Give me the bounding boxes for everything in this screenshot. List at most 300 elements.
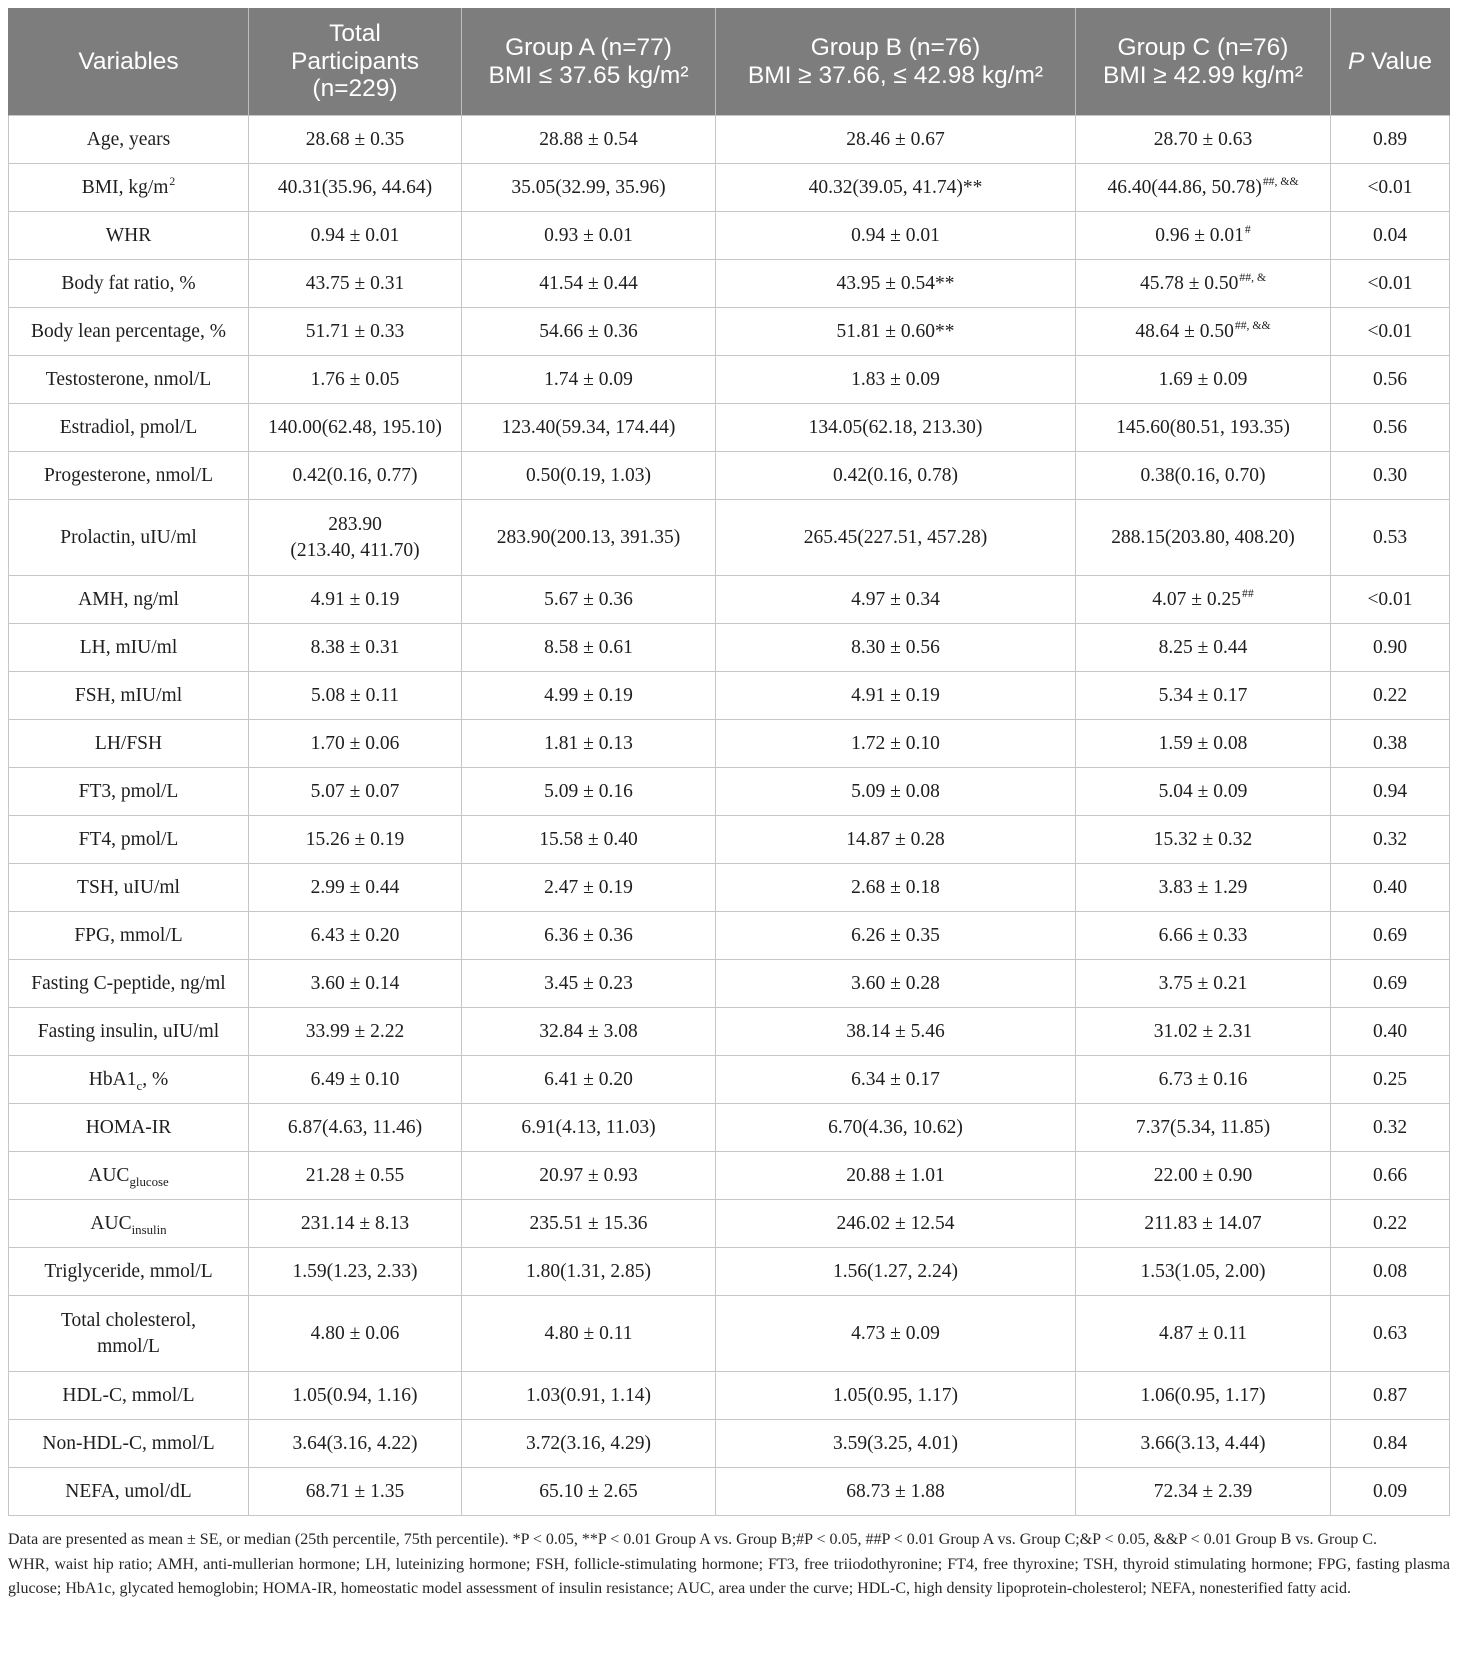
cell-variable bbox=[8, 212, 249, 260]
cell-text bbox=[255, 512, 455, 564]
cell-text bbox=[255, 367, 455, 393]
cell-variable bbox=[8, 1104, 249, 1152]
cell-value: 7.37(5.34, 11.85) bbox=[1135, 1116, 1271, 1138]
cell-total bbox=[249, 356, 462, 404]
cell-total bbox=[249, 1468, 462, 1516]
cell-value: 6.87(4.63, 11.46) bbox=[287, 1116, 423, 1138]
cell-value: 15.26 ± 0.19 bbox=[305, 828, 405, 850]
cell-group-b bbox=[716, 1008, 1076, 1056]
cell-value: 0.09 bbox=[1372, 1480, 1408, 1502]
header-label: Total Participants (n=229) bbox=[290, 20, 419, 103]
header-total-participants bbox=[249, 8, 462, 116]
cell-value: AUC bbox=[88, 1164, 130, 1186]
cell-p-value bbox=[1331, 624, 1450, 672]
cell-group-c bbox=[1076, 404, 1331, 452]
cell-value: 3.66(3.13, 4.44) bbox=[1140, 1432, 1266, 1454]
cell-value: 1.83 ± 0.09 bbox=[851, 368, 940, 390]
cell-variable bbox=[8, 260, 249, 308]
cell-value: 0.63 bbox=[1372, 1322, 1408, 1344]
cell-value: 68.73 ± 1.88 bbox=[846, 1480, 945, 1502]
table-row bbox=[8, 768, 1450, 816]
cell-text bbox=[468, 1383, 709, 1409]
cell-value: 43.75 ± 0.31 bbox=[305, 272, 405, 294]
cell-value: Total cholesterol, mmol/L bbox=[60, 1309, 197, 1357]
cell-value: 6.91(4.13, 11.03) bbox=[521, 1116, 656, 1138]
cell-value: 4.91 ± 0.19 bbox=[851, 684, 940, 706]
table-row bbox=[8, 1056, 1450, 1104]
cell-text bbox=[15, 971, 242, 997]
header-p-value bbox=[1331, 8, 1450, 116]
cell-value: 0.93 ± 0.01 bbox=[544, 224, 633, 246]
cell-value: 5.07 ± 0.07 bbox=[310, 780, 400, 802]
cell-group-a bbox=[462, 1468, 716, 1516]
cell-value: 0.30 bbox=[1372, 464, 1408, 486]
cell-value: 1.56(1.27, 2.24) bbox=[832, 1260, 959, 1282]
cell-group-b bbox=[716, 1420, 1076, 1468]
cell-text bbox=[15, 1308, 242, 1360]
cell-value: 235.51 ± 15.36 bbox=[529, 1212, 648, 1234]
cell-text bbox=[722, 1383, 1069, 1409]
cell-text bbox=[468, 731, 709, 757]
cell-value: 3.59(3.25, 4.01) bbox=[832, 1432, 959, 1454]
cell-group-a bbox=[462, 1104, 716, 1152]
cell-value: TSH, uIU/ml bbox=[77, 876, 180, 898]
cell-group-c bbox=[1076, 1056, 1331, 1104]
cell-text bbox=[722, 367, 1069, 393]
cell-variable bbox=[8, 912, 249, 960]
cell-group-b bbox=[716, 1056, 1076, 1104]
cell-text bbox=[468, 1321, 709, 1347]
cell-value: 5.08 ± 0.11 bbox=[311, 684, 399, 706]
cell-text bbox=[1082, 1211, 1324, 1237]
cell-value: 8.58 ± 0.61 bbox=[544, 636, 633, 658]
cell-text bbox=[15, 731, 242, 757]
cell-text bbox=[255, 731, 455, 757]
cell-group-c bbox=[1076, 1008, 1331, 1056]
cell-text bbox=[1082, 319, 1324, 345]
cell-text bbox=[722, 971, 1069, 997]
cell-group-b bbox=[716, 260, 1076, 308]
cell-value: 0.04 bbox=[1372, 224, 1408, 246]
cell-group-c bbox=[1076, 500, 1331, 576]
table-row bbox=[8, 1200, 1450, 1248]
cell-text bbox=[468, 923, 709, 949]
cell-value: 0.38(0.16, 0.70) bbox=[1140, 464, 1266, 486]
cell-text bbox=[1337, 1067, 1443, 1093]
cell-value: 33.99 ± 2.22 bbox=[305, 1020, 405, 1042]
cell-value: FT4, pmol/L bbox=[78, 828, 179, 850]
table-row bbox=[8, 308, 1450, 356]
cell-text bbox=[722, 1115, 1069, 1141]
cell-text bbox=[1337, 827, 1443, 853]
cell-text bbox=[722, 779, 1069, 805]
cell-value: HbA1 bbox=[88, 1068, 137, 1090]
cell-value: HDL-C, mmol/L bbox=[62, 1384, 195, 1406]
cell-value: 72.34 ± 2.39 bbox=[1153, 1480, 1253, 1502]
cell-total bbox=[249, 672, 462, 720]
cell-text bbox=[468, 319, 709, 345]
header-group-a bbox=[462, 8, 716, 116]
cell-variable bbox=[8, 164, 249, 212]
table-row bbox=[8, 1008, 1450, 1056]
cell-value: 43.95 ± 0.54** bbox=[836, 272, 955, 294]
header-label: Group B (n=76) BMI ≥ 37.66, ≤ 42.98 kg/m² bbox=[747, 34, 1044, 89]
cell-text bbox=[1082, 463, 1324, 489]
cell-value: 231.14 ± 8.13 bbox=[300, 1212, 410, 1234]
significance-marker: ##, && bbox=[1262, 175, 1299, 188]
cell-value: 3.64(3.16, 4.22) bbox=[292, 1432, 418, 1454]
cell-value: 0.94 bbox=[1372, 780, 1408, 802]
cell-group-a bbox=[462, 116, 716, 164]
cell-text bbox=[1337, 683, 1443, 709]
table-body bbox=[8, 116, 1450, 1516]
cell-text bbox=[722, 175, 1069, 201]
cell-variable bbox=[8, 1248, 249, 1296]
cell-variable bbox=[8, 1200, 249, 1248]
cell-value: <0.01 bbox=[1367, 320, 1413, 342]
cell-text bbox=[1082, 367, 1324, 393]
cell-text bbox=[1082, 731, 1324, 757]
cell-text bbox=[255, 1383, 455, 1409]
cell-variable bbox=[8, 816, 249, 864]
cell-text bbox=[1082, 1163, 1324, 1189]
cell-text bbox=[255, 1431, 455, 1457]
table-row bbox=[8, 116, 1450, 164]
cell-text bbox=[1082, 127, 1324, 153]
significance-marker: # bbox=[1244, 223, 1251, 236]
table-row bbox=[8, 624, 1450, 672]
cell-total bbox=[249, 116, 462, 164]
cell-value: 41.54 ± 0.44 bbox=[539, 272, 638, 294]
cell-text bbox=[1337, 367, 1443, 393]
header-group-b bbox=[716, 8, 1076, 116]
significance-marker: ##, && bbox=[1234, 319, 1271, 332]
cell-value: 134.05(62.18, 213.30) bbox=[808, 416, 983, 438]
cell-text bbox=[468, 779, 709, 805]
cell-text bbox=[722, 1479, 1069, 1505]
cell-group-b bbox=[716, 212, 1076, 260]
table-row bbox=[8, 260, 1450, 308]
table-row bbox=[8, 672, 1450, 720]
cell-value: Age, years bbox=[86, 128, 171, 150]
cell-text bbox=[1082, 923, 1324, 949]
cell-value: 0.69 bbox=[1372, 924, 1408, 946]
cell-text bbox=[255, 271, 455, 297]
cell-value: 6.36 ± 0.36 bbox=[544, 924, 633, 946]
cell-text bbox=[15, 1383, 242, 1409]
cell-value: 15.32 ± 0.32 bbox=[1153, 828, 1253, 850]
cell-group-b bbox=[716, 816, 1076, 864]
cell-text bbox=[15, 1259, 242, 1285]
cell-text bbox=[255, 175, 455, 201]
cell-text bbox=[722, 271, 1069, 297]
cell-p-value bbox=[1331, 308, 1450, 356]
cell-value: 68.71 ± 1.35 bbox=[305, 1480, 405, 1502]
cell-group-c bbox=[1076, 960, 1331, 1008]
cell-text bbox=[1337, 223, 1443, 249]
cell-text bbox=[15, 127, 242, 153]
table-row bbox=[8, 1248, 1450, 1296]
cell-group-c bbox=[1076, 1468, 1331, 1516]
footnote-abbreviations: WHR, waist hip ratio; AMH, anti-mullerian hormone; LH, luteinizing hormone; FSH, follicle-stimulating hormone; FT3, free triiodothyronine; FT4, free thyroxine; TSH, thyroid stimulating hormone; FPG, fasting plasma glucose; HbA1c, glycated hemoglobin; HOMA-IR, homeostatic model assessment of insulin resistance; AUC, area under the curve; HDL-C, high density lipoprotein-cholesterol; NEFA, nonesterified fatty acid. bbox=[8, 1555, 1450, 1597]
cell-value: 4.07 ± 0.25 bbox=[1152, 588, 1241, 610]
cell-value: 0.53 bbox=[1372, 526, 1408, 548]
cell-value: 0.66 bbox=[1372, 1164, 1408, 1186]
cell-total bbox=[249, 1248, 462, 1296]
header-p-italic: P bbox=[1348, 47, 1365, 75]
cell-text bbox=[15, 1019, 242, 1045]
cell-value: 1.06(0.95, 1.17) bbox=[1140, 1384, 1266, 1406]
cell-value: Body lean percentage, % bbox=[31, 320, 226, 342]
cell-text bbox=[1337, 415, 1443, 441]
cell-p-value bbox=[1331, 500, 1450, 576]
cell-group-a bbox=[462, 1200, 716, 1248]
cell-value: 65.10 ± 2.65 bbox=[539, 1480, 638, 1502]
cell-value: FPG, mmol/L bbox=[74, 924, 183, 946]
cell-value: Body fat ratio, % bbox=[61, 272, 196, 294]
cell-text bbox=[15, 1479, 242, 1505]
cell-value: 2.99 ± 0.44 bbox=[310, 876, 400, 898]
cell-variable bbox=[8, 960, 249, 1008]
cell-text bbox=[1082, 415, 1324, 441]
cell-text bbox=[468, 971, 709, 997]
header-label bbox=[1337, 48, 1443, 76]
cell-value: 32.84 ± 3.08 bbox=[539, 1020, 638, 1042]
cell-p-value bbox=[1331, 1296, 1450, 1372]
cell-value: 15.58 ± 0.40 bbox=[539, 828, 638, 850]
table-row bbox=[8, 452, 1450, 500]
header-label: Group A (n=77) BMI ≤ 37.65 kg/m² bbox=[488, 34, 689, 89]
cell-value: 6.41 ± 0.20 bbox=[544, 1068, 633, 1090]
cell-text bbox=[1082, 223, 1324, 249]
cell-text bbox=[15, 827, 242, 853]
cell-value: 0.96 ± 0.01 bbox=[1155, 224, 1244, 246]
cell-group-c bbox=[1076, 912, 1331, 960]
cell-value: LH/FSH bbox=[94, 732, 163, 754]
cell-text bbox=[15, 175, 242, 201]
cell-total bbox=[249, 1056, 462, 1104]
cell-text bbox=[255, 971, 455, 997]
cell-total bbox=[249, 624, 462, 672]
cell-value: 35.05(32.99, 35.96) bbox=[511, 176, 666, 198]
cell-text bbox=[722, 127, 1069, 153]
cell-text bbox=[1337, 971, 1443, 997]
cell-text bbox=[468, 827, 709, 853]
cell-group-a bbox=[462, 624, 716, 672]
cell-text bbox=[1337, 731, 1443, 757]
cell-value: 31.02 ± 2.31 bbox=[1153, 1020, 1253, 1042]
cell-text bbox=[722, 1163, 1069, 1189]
cell-value: 20.88 ± 1.01 bbox=[846, 1164, 945, 1186]
cell-text bbox=[15, 587, 242, 613]
cell-variable bbox=[8, 1152, 249, 1200]
cell-group-b bbox=[716, 116, 1076, 164]
cell-p-value bbox=[1331, 720, 1450, 768]
cell-value: 6.49 ± 0.10 bbox=[310, 1068, 400, 1090]
cell-text bbox=[255, 1479, 455, 1505]
cell-text bbox=[468, 271, 709, 297]
cell-group-c bbox=[1076, 624, 1331, 672]
cell-value: 4.91 ± 0.19 bbox=[310, 588, 400, 610]
cell-value: 0.69 bbox=[1372, 972, 1408, 994]
cell-p-value bbox=[1331, 1200, 1450, 1248]
cell-variable bbox=[8, 672, 249, 720]
cell-text bbox=[1337, 923, 1443, 949]
cell-value: 28.70 ± 0.63 bbox=[1153, 128, 1253, 150]
cell-group-a bbox=[462, 1296, 716, 1372]
cell-text bbox=[722, 319, 1069, 345]
cell-value: 51.81 ± 0.60** bbox=[836, 320, 955, 342]
cell-text bbox=[1082, 1259, 1324, 1285]
footnote-statistics: Data are presented as mean ± SE, or median (25th percentile, 75th percentile). *P < 0.05, **P < 0.01 Group A vs. Group B;#P < 0.05, ##P < 0.01 Group A vs. Group C;&P < 0.05, &&P < 0.01 Group B vs. Group C. bbox=[8, 1531, 1378, 1548]
cell-value: 5.04 ± 0.09 bbox=[1158, 780, 1248, 802]
cell-value: 288.15(203.80, 408.20) bbox=[1111, 526, 1295, 548]
cell-value: 8.38 ± 0.31 bbox=[310, 636, 400, 658]
cell-text bbox=[15, 367, 242, 393]
cell-total bbox=[249, 404, 462, 452]
cell-p-value bbox=[1331, 576, 1450, 624]
cell-value: 0.56 bbox=[1372, 368, 1408, 390]
cell-text bbox=[255, 223, 455, 249]
cell-total bbox=[249, 864, 462, 912]
cell-text bbox=[1337, 875, 1443, 901]
cell-p-value bbox=[1331, 864, 1450, 912]
cell-p-value bbox=[1331, 816, 1450, 864]
cell-value: 4.80 ± 0.11 bbox=[544, 1322, 633, 1344]
cell-value: 40.32(39.05, 41.74)** bbox=[808, 176, 983, 198]
cell-text bbox=[255, 1115, 455, 1141]
cell-value: 4.80 ± 0.06 bbox=[310, 1322, 400, 1344]
header-group-c bbox=[1076, 8, 1331, 116]
cell-text bbox=[722, 1259, 1069, 1285]
cell-value: 1.80(1.31, 2.85) bbox=[525, 1260, 652, 1282]
cell-value: 51.71 ± 0.33 bbox=[305, 320, 405, 342]
cell-text bbox=[1082, 779, 1324, 805]
cell-text bbox=[15, 1163, 242, 1189]
cell-variable bbox=[8, 356, 249, 404]
cell-total bbox=[249, 1296, 462, 1372]
cell-text bbox=[15, 271, 242, 297]
cell-value: 0.42(0.16, 0.77) bbox=[292, 464, 418, 486]
cell-variable bbox=[8, 1296, 249, 1372]
cell-text bbox=[468, 1259, 709, 1285]
cell-text bbox=[468, 1163, 709, 1189]
cell-group-c bbox=[1076, 164, 1331, 212]
cell-text bbox=[15, 779, 242, 805]
cell-group-c bbox=[1076, 1152, 1331, 1200]
cell-value: 3.60 ± 0.28 bbox=[851, 972, 940, 994]
cell-value: 0.89 bbox=[1372, 128, 1408, 150]
cell-value: 1.76 ± 0.05 bbox=[310, 368, 400, 390]
cell-text bbox=[15, 415, 242, 441]
cell-value: 1.59 ± 0.08 bbox=[1158, 732, 1248, 754]
cell-value: 21.28 ± 0.55 bbox=[305, 1164, 405, 1186]
cell-text bbox=[1082, 683, 1324, 709]
cell-value: 1.05(0.94, 1.16) bbox=[292, 1384, 418, 1406]
cell-text bbox=[468, 127, 709, 153]
cell-value: <0.01 bbox=[1367, 588, 1413, 610]
cell-value: 0.25 bbox=[1372, 1068, 1408, 1090]
cell-text bbox=[1337, 1431, 1443, 1457]
cell-text bbox=[1337, 1383, 1443, 1409]
cell-group-a bbox=[462, 356, 716, 404]
cell-total bbox=[249, 1008, 462, 1056]
table-header-row bbox=[8, 8, 1450, 116]
cell-text bbox=[468, 1115, 709, 1141]
cell-group-b bbox=[716, 864, 1076, 912]
cell-text bbox=[1337, 1321, 1443, 1347]
cell-text bbox=[15, 463, 242, 489]
table-row bbox=[8, 720, 1450, 768]
cell-text bbox=[15, 319, 242, 345]
table-row bbox=[8, 912, 1450, 960]
table-row bbox=[8, 1296, 1450, 1372]
cell-group-c bbox=[1076, 720, 1331, 768]
cell-p-value bbox=[1331, 1056, 1450, 1104]
cell-text bbox=[1082, 827, 1324, 853]
cell-value: 0.22 bbox=[1372, 684, 1408, 706]
cell-value: 1.03(0.91, 1.14) bbox=[525, 1384, 652, 1406]
subscript: insulin bbox=[131, 1222, 167, 1237]
cell-value: 6.70(4.36, 10.62) bbox=[828, 1116, 963, 1138]
cell-group-b bbox=[716, 1152, 1076, 1200]
cell-value: 246.02 ± 12.54 bbox=[836, 1212, 955, 1234]
cell-total bbox=[249, 260, 462, 308]
cell-group-a bbox=[462, 672, 716, 720]
cell-value: 123.40(59.34, 174.44) bbox=[501, 416, 676, 438]
cell-variable bbox=[8, 1420, 249, 1468]
cell-text bbox=[1337, 779, 1443, 805]
cell-value: 48.64 ± 0.50 bbox=[1135, 320, 1234, 342]
cell-group-c bbox=[1076, 864, 1331, 912]
cell-text bbox=[1082, 175, 1324, 201]
cell-value: 46.40(44.86, 50.78) bbox=[1107, 176, 1262, 198]
cell-value: 6.34 ± 0.17 bbox=[851, 1068, 940, 1090]
cell-total bbox=[249, 1200, 462, 1248]
cell-text bbox=[468, 875, 709, 901]
cell-text bbox=[15, 223, 242, 249]
cell-group-b bbox=[716, 576, 1076, 624]
cell-text bbox=[255, 1321, 455, 1347]
cell-text bbox=[722, 1067, 1069, 1093]
cell-text bbox=[255, 1067, 455, 1093]
cell-value: AMH, ng/ml bbox=[78, 588, 179, 610]
cell-total bbox=[249, 912, 462, 960]
cell-value: 211.83 ± 14.07 bbox=[1144, 1212, 1262, 1234]
cell-value: 6.26 ± 0.35 bbox=[851, 924, 940, 946]
cell-text bbox=[468, 1431, 709, 1457]
cell-text bbox=[255, 1019, 455, 1045]
cell-value: 5.09 ± 0.08 bbox=[851, 780, 940, 802]
cell-text bbox=[1337, 319, 1443, 345]
cell-value: Fasting C-peptide, ng/ml bbox=[31, 972, 226, 994]
cell-group-c bbox=[1076, 452, 1331, 500]
cell-group-c bbox=[1076, 1200, 1331, 1248]
cell-value: 3.83 ± 1.29 bbox=[1158, 876, 1248, 898]
cell-value: 6.73 ± 0.16 bbox=[1158, 1068, 1248, 1090]
cell-group-b bbox=[716, 1468, 1076, 1516]
cell-p-value bbox=[1331, 1372, 1450, 1420]
cell-text bbox=[15, 923, 242, 949]
cell-value: 2.68 ± 0.18 bbox=[851, 876, 940, 898]
cell-total bbox=[249, 1104, 462, 1152]
cell-total bbox=[249, 960, 462, 1008]
cell-group-a bbox=[462, 576, 716, 624]
table-footnotes bbox=[8, 1528, 1450, 1602]
cell-group-a bbox=[462, 1372, 716, 1420]
cell-value: FT3, pmol/L bbox=[78, 780, 179, 802]
cell-value: 0.84 bbox=[1372, 1432, 1408, 1454]
